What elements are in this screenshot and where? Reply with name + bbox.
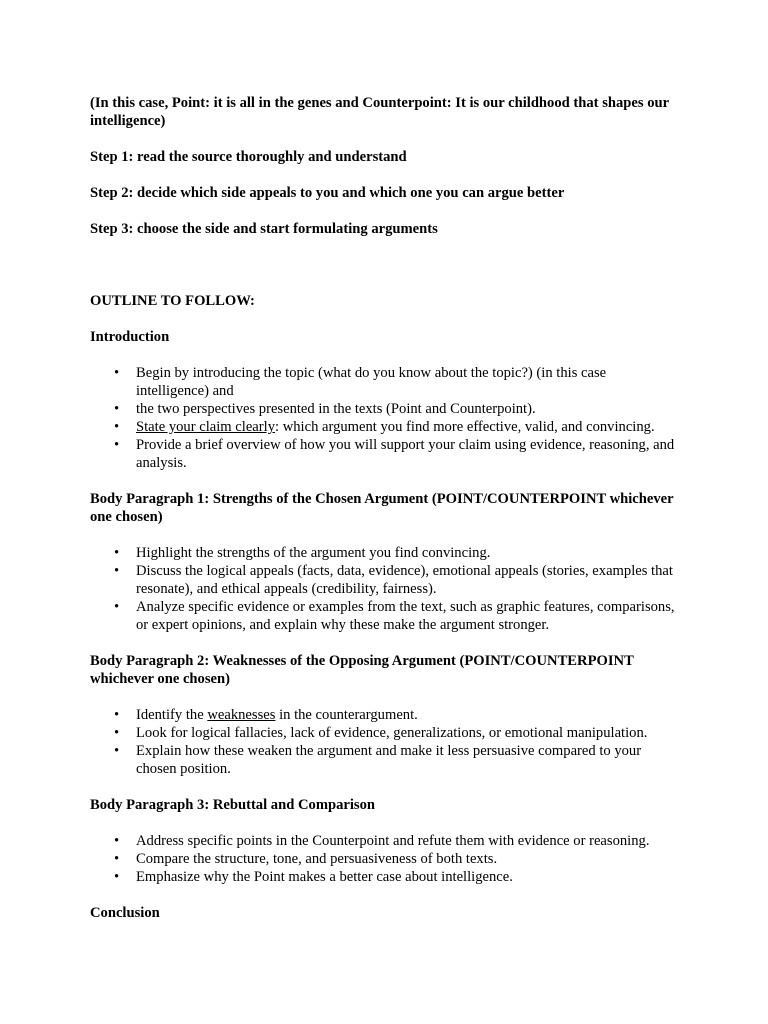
conclusion-heading: Conclusion [90,905,160,921]
list-item: • the two perspectives presented in the texts (Point and Counterpoint). [114,401,536,417]
list-item: • Analyze specific evidence or examples from the text, such as graphic features, comparisons, or expert opinions, and explain why these make the argument stronger. [114,599,675,633]
bullet-icon: • [114,707,120,723]
list-item: • Begin by introducing the topic (what do you know about the topic?) (in this case intelligence) and [114,365,607,399]
body-paragraph-1-list [90,544,682,634]
bullet-icon: • [114,401,120,417]
list-item: • Compare the structure, tone, and persuasiveness of both texts. [114,851,498,867]
list-item: • Highlight the strengths of the argument you find convincing. [114,545,491,561]
document-page [90,94,682,922]
body-paragraph-3-list [90,832,682,886]
body-paragraph-2-heading: Body Paragraph 2: Weaknesses of the Opposing Argument (POINT/COUNTERPOINT whichever one chosen) [90,653,634,687]
bullet-icon: • [114,833,120,849]
bullet-icon: • [114,869,120,885]
bullet-icon: • [114,725,120,741]
bullet-icon: • [114,851,120,867]
outline-title: OUTLINE TO FOLLOW: [90,293,255,309]
introduction-list [90,364,682,472]
bullet-icon: • [114,419,120,435]
step-1: Step 1: read the source thoroughly and understand [90,149,407,165]
bullet-icon: • [114,437,120,453]
list-item: • Look for logical fallacies, lack of evidence, generalizations, or emotional manipulation. [114,725,648,741]
bullet-icon: • [114,563,120,579]
list-item: • Identify the weaknesses in the counterargument. [114,707,418,723]
list-item: • Provide a brief overview of how you will support your claim using evidence, reasoning, and analysis. [114,437,675,471]
bullet-icon: • [114,599,120,615]
introduction-heading: Introduction [90,329,170,345]
bullet-icon: • [114,545,120,561]
list-item: • Address specific points in the Counterpoint and refute them with evidence or reasoning. [114,833,650,849]
list-item: • Explain how these weaken the argument and make it less persuasive compared to your chosen position. [114,743,642,777]
intro-note: (In this case, Point: it is all in the genes and Counterpoint: It is our childhood that shapes our intelligence) [90,95,669,129]
bullet-icon: • [114,743,120,759]
step-2: Step 2: decide which side appeals to you and which one you can argue better [90,185,565,201]
underlined-phrase: weaknesses [207,707,276,723]
list-item: • Discuss the logical appeals (facts, data, evidence), emotional appeals (stories, examples that resonate), and ethical appeals (credibility, fairness). [114,563,673,597]
list-item: • State your claim clearly: which argument you find more effective, valid, and convincing. [114,419,655,435]
body-paragraph-1-heading: Body Paragraph 1: Strengths of the Chosen Argument (POINT/COUNTERPOINT whichever one chosen) [90,491,674,525]
step-3: Step 3: choose the side and start formulating arguments [90,221,438,237]
bullet-icon: • [114,365,120,381]
body-paragraph-3-heading: Body Paragraph 3: Rebuttal and Comparison [90,797,376,813]
list-item: • Emphasize why the Point makes a better case about intelligence. [114,869,513,885]
underlined-phrase: State your claim clearly [136,419,275,435]
body-paragraph-2-list [90,706,682,778]
